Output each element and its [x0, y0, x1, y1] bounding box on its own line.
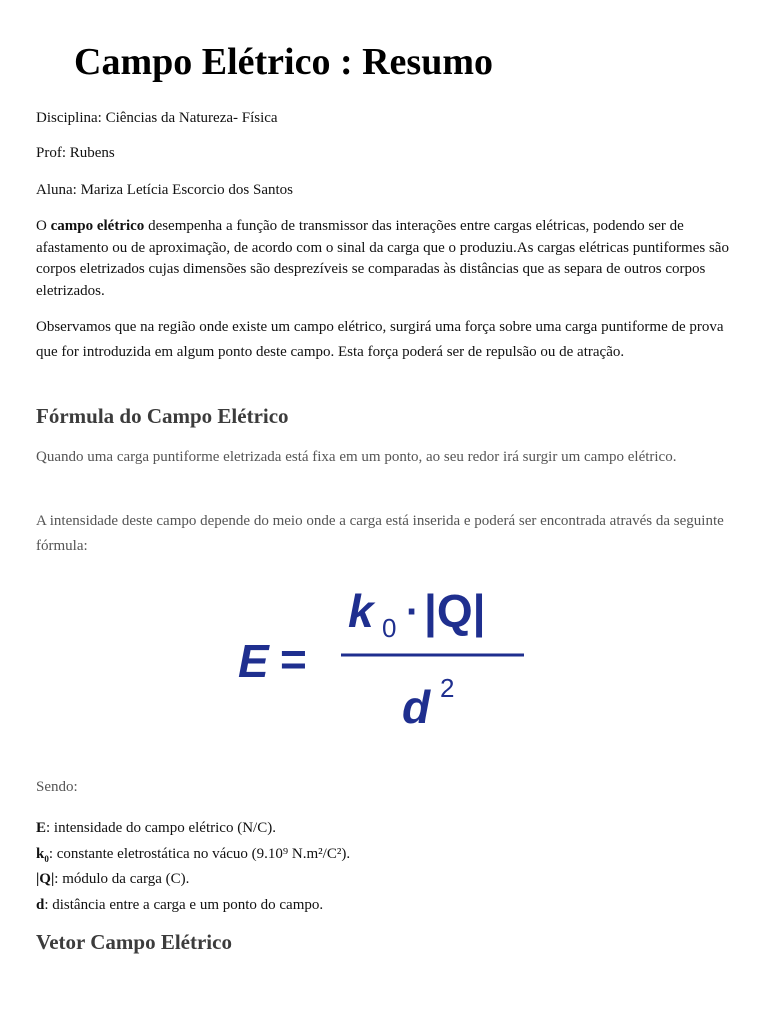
observation-paragraph: Observamos que na região onde existe um campo elétrico, surgirá uma força sobre uma carga puntiforme de prova que for introduzida em algum ponto deste campo. Esta força poderá ser de repulsão ou de atração.: [36, 319, 724, 360]
definition-symbol: |Q|: [36, 871, 55, 887]
formula-lhs: E: [238, 635, 269, 687]
definition-item: [36, 869, 350, 895]
definition-subscript: 0: [44, 853, 49, 864]
definition-item: [36, 844, 350, 870]
definition-item: [36, 895, 350, 921]
formula-k: k: [348, 585, 374, 637]
formula-context-paragraph: A intensidade deste campo depende do meio onde a carga está inserida e poderá ser encontrada através da seguinte fórmula:: [36, 513, 724, 554]
definition-text: : intensidade do campo elétrico (N/C).: [46, 820, 276, 836]
definition-symbol: d: [36, 896, 45, 913]
section-heading-vector: Vetor Campo Elétrico: [36, 930, 232, 954]
definitions-list: [36, 818, 350, 920]
formula-intro-paragraph: Quando uma carga puntiforme eletrizada está fixa em um ponto, ao seu redor irá surgir um campo elétrico.: [36, 449, 677, 465]
student-line: Aluna: Mariza Letícia Escorcio dos Santos: [36, 182, 294, 198]
definition-text: : distância entre a carga e um ponto do campo.: [44, 896, 324, 913]
formula-abs-q: |Q|: [424, 585, 486, 637]
discipline-line: Disciplina: Ciências da Natureza- Física: [36, 110, 278, 126]
intro-bold-term: campo elétrico: [50, 218, 145, 234]
page-title: Campo Elétrico : Resumo: [74, 41, 493, 83]
formula-dot: ·: [406, 590, 420, 634]
formula-d-exp: 2: [440, 673, 455, 703]
definition-item: [36, 818, 350, 844]
definition-text: : módulo da carga (C).: [54, 871, 190, 887]
formula-d: d: [402, 681, 431, 733]
definition-text: : constante eletrostática no vácuo (9.10⁹ N.m²/C²).: [48, 845, 351, 862]
section-heading-formula: Fórmula do Campo Elétrico: [36, 404, 289, 428]
definition-symbol: E: [36, 820, 47, 836]
intro-prefix: O: [36, 218, 51, 234]
teacher-line: Prof: Rubens: [36, 145, 115, 161]
sendo-label: Sendo:: [36, 779, 78, 795]
formula-equals: =: [280, 633, 307, 685]
intro-paragraph: [36, 216, 732, 302]
formula-k-sub: 0: [382, 613, 397, 643]
definition-symbol: k: [36, 845, 45, 862]
intro-rest: desempenha a função de transmissor das interações entre cargas elétricas, podendo ser de afastamento ou de aproximação, de acordo com o sinal da carga que o produziu.As cargas elétricas puntiformes são corpos eletrizados cujas dimensões são desprezíveis se comparadas às distâncias que as separa de outros corpos eletrizados.: [36, 218, 729, 299]
electric-field-formula: [236, 575, 536, 735]
